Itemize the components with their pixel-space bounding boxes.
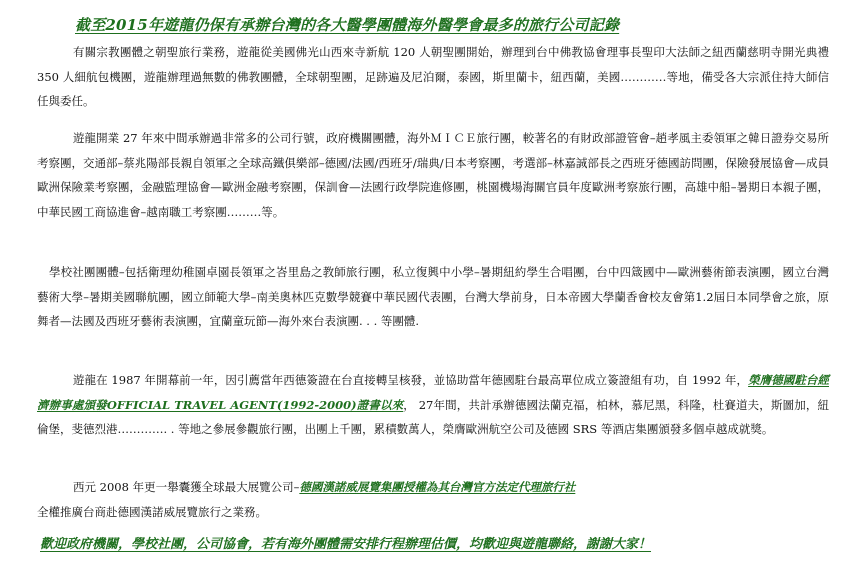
paragraph-hannover-agent	[37, 475, 829, 524]
paragraph-germany-agent	[37, 368, 829, 442]
highlight-certificate: 榮膺德國駐台經濟辦事處頒發OFFICIAL TRAVEL AGENT(1992-2000)證書以來	[37, 373, 829, 412]
paragraph-text: 全權推廣台商赴德國漢諾威展覽旅行之業務。	[37, 504, 267, 519]
paragraph-religious-tours	[37, 40, 829, 114]
paragraph-text: 有關宗教團體之朝聖旅行業務，遊龍從美國佛光山西來寺新航 120 人朝聖團開始，辦理到台中佛教協會理事長聖印大法師之紐西蘭慈明寺開光典禮 350 人細航包機團，遊龍辦理過無數的佛教團體，全球朝聖團，足跡遍及尼泊爾，泰國，斯里蘭卡，紐西蘭，美國…………等地，備受各大宗派住持大師信任與委任。	[37, 45, 829, 108]
paragraph-text: 西元 2008 年更一舉囊獲全球最大展覽公司–	[73, 480, 300, 494]
page-title: 截至2015年遊龍仍保有承辦台灣的各大醫學團體海外醫學會最多的旅行公司記錄	[75, 16, 620, 34]
paragraph-text: 學校社團團體–包括衛理幼稚園卓園長領軍之峇里島之教師旅行團，私立復興中小學–暑期紐約學生合唱團，台中四箴國中—歐洲藝術節表演團，國立台灣藝術大學–暑期美國聯航團，國立師範大學–南美奧林匹克數學競賽中華民國代表團，台灣大學前身，日本帝國大學蘭香會校友會第1.2屆日本同學會之旅，原舞者—法國及西班牙藝術表演團，宜蘭童玩節—海外來台表演團. . . 等團體.	[37, 265, 829, 328]
paragraph-text: ， 27年間，共計承辦德國法蘭克福，柏林，慕尼黑，科隆，杜賽道夫，斯圖加，紐倫堡，斐德烈港…………. . 等地之參展參觀旅行團，出團上千團，累積數萬人，榮膺歐洲航空公司及德國 SRS 等酒店集團頒發多個卓越成就獎。	[37, 397, 829, 436]
paragraph-school-tours	[37, 260, 829, 334]
closing-message: 歡迎政府機關，學校社團，公司協會，若有海外團體需安排行程辦理估價，均歡迎與遊龍聯絡，謝謝大家！	[40, 537, 652, 552]
paragraph-text: 遊龍開業 27 年來中間承辦過非常多的公司行號，政府機關團體，海外ＭＩＣＥ旅行團，較著名的有財政部證管會–趙孝風主委領軍之韓日證券交易所考察團，交通部–蔡兆陽部長親自領軍之全球高鐵俱樂部–德國/法國/西班牙/瑞典/日本考察團，考選部–林嘉誠部長之西班牙德國訪問團，保險發展協會—成員歐洲保險業考察團，金融監理協會—歐洲金融考察團，保訓會—法國行政學院進修團，桃園機場海關官員年度歐洲考察旅行團，高雄中船–暑期日本親子團，中華民國工商協進會–越南職工考察團………等。	[37, 131, 829, 219]
paragraph-government-tours	[37, 126, 829, 224]
paragraph-text: 遊龍在 1987 年開幕前一年，因引薦當年西德簽證在台直接轉呈核發，並協助當年德國駐台最高單位成立簽證組有功，自 1992 年，	[73, 373, 749, 387]
highlight-hannover: 德國漢諾威展覽集團授權為其台灣官方法定代理旅行社	[299, 480, 576, 494]
